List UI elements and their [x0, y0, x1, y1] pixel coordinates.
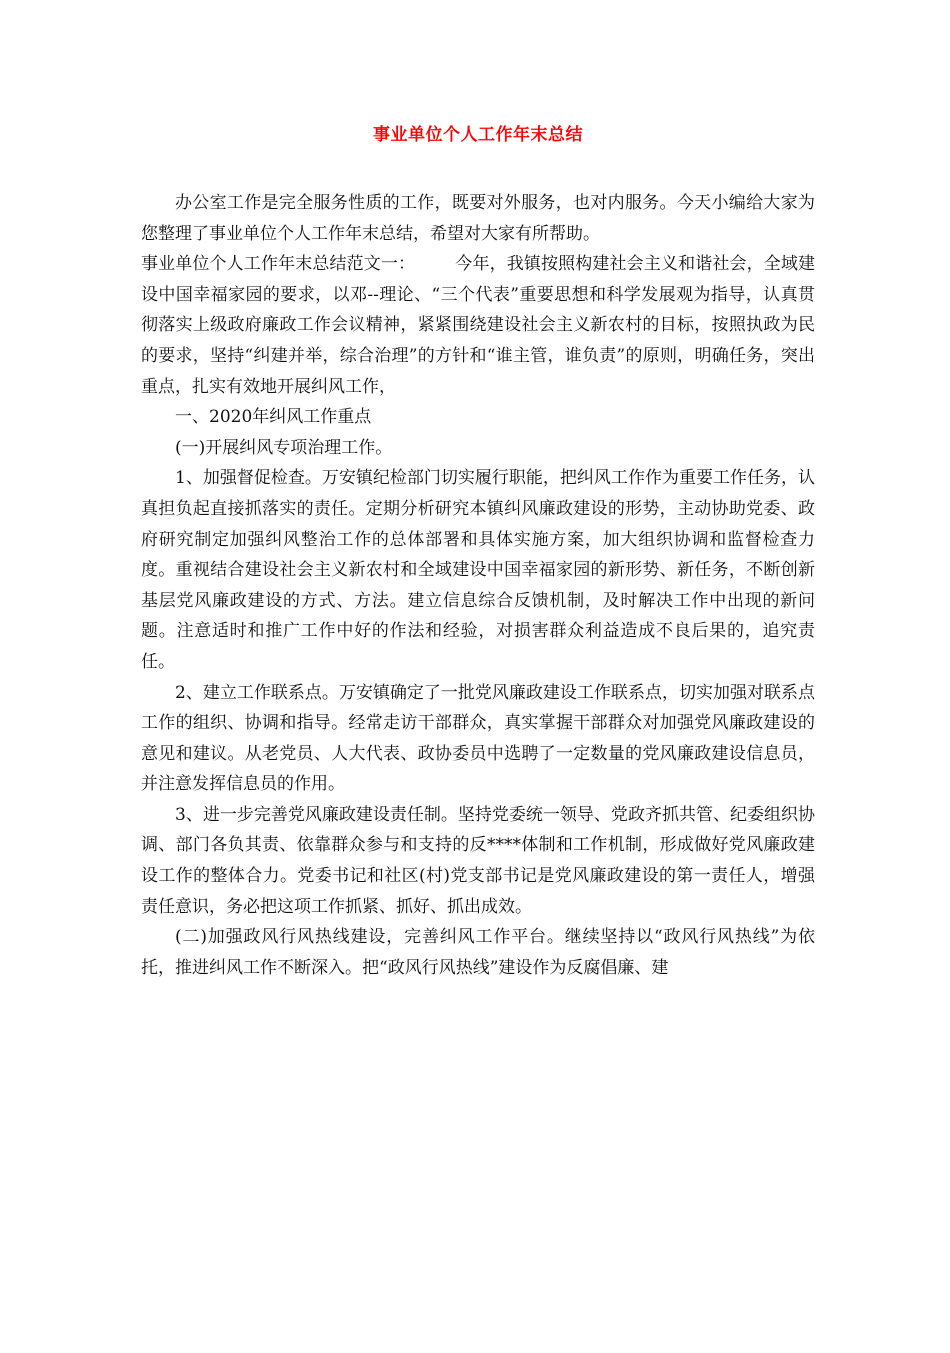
item-2-paragraph: 2、建立工作联系点。万安镇确定了一批党风廉政建设工作联系点，切实加强对联系点工作的组织、协调和指导。经常走访干部群众，真实掌握干部群众对加强党风廉政建设的意见和建议。从老党员、人大代表、政协委员中选聘了一定数量的党风廉政建设信息员，并注意发挥信息员的作用。: [141, 682, 815, 795]
document-page: [0, 123, 950, 1353]
sample-paragraph: [141, 249, 815, 402]
document-body: [141, 188, 815, 983]
item-1-paragraph: 1、加强督促检查。万安镇纪检部门切实履行职能，把纠风工作作为重要工作任务，认真担负起直接抓落实的责任。定期分析研究本镇纠风廉政建设的形势，主动协助党委、政府研究制定加强纠风整治工作的总体部署和具体实施方案，加大组织协调和监督检查力度。重视结合建设社会主义新农村和全域建设中国幸福家园的新形势、新任务，不断创新基层党风廉政建设的方式、方法。建立信息综合反馈机制，及时解决工作中出现的新问题。注意适时和推广工作中好的作法和经验，对损害群众利益造成不良后果的，追究责任。: [141, 468, 815, 672]
document-title: 事业单位个人工作年末总结: [373, 125, 583, 145]
intro-paragraph: 办公室工作是完全服务性质的工作，既要对外服务，也对内服务。今天小编给大家为您整理了事业单位个人工作年末总结，希望对大家有所帮助。: [141, 193, 815, 244]
sample-text: 今年，我镇按照构建社会主义和谐社会，全域建设中国幸福家园的要求，以邓--理论、“三个代表”重要思想和科学发展观为指导，认真贯彻落实上级政府廉政工作会议精神，紧紧围绕建设社会主义新农村的目标，按照执政为民的要求，坚持“纠建并举，综合治理”的方针和“谁主管，谁负责”的原则，明确任务，突出重点，扎实有效地开展纠风工作，: [141, 254, 816, 397]
subheading-1: (一)开展纠风专项治理工作。: [175, 437, 393, 458]
item-3-paragraph: 3、进一步完善党风廉政建设责任制。坚持党委统一领导、党政齐抓共管、纪委组织协调、部门各负其责、依靠群众参与和支持的反****体制和工作机制，形成做好党风廉政建设工作的整体合力。党委书记和社区(村)党支部书记是党风廉政建设的第一责任人，增强责任意识，务必把这项工作抓紧、抓好、抓出成效。: [141, 804, 815, 917]
subheading-2-paragraph: (二)加强政风行风热线建设，完善纠风工作平台。继续坚持以“政风行风热线”为依托，推进纠风工作不断深入。把“政风行风热线”建设作为反腐倡廉、建: [141, 927, 815, 978]
section-heading: 一、2020年纠风工作重点: [175, 407, 372, 428]
sample-label: 事业单位个人工作年末总结范文一：: [141, 254, 416, 275]
